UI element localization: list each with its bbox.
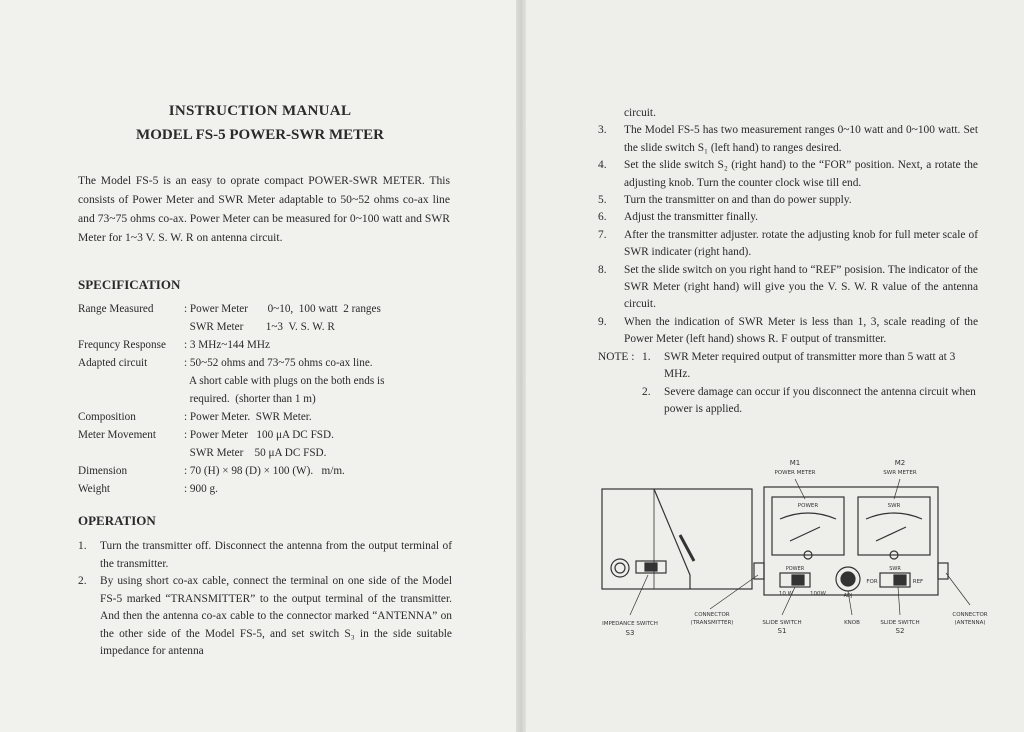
spec-row bbox=[78, 336, 458, 354]
step-number: 7. bbox=[598, 228, 607, 241]
operation-step bbox=[78, 538, 452, 573]
operation-step bbox=[598, 157, 978, 192]
step-text: The Model FS-5 has two measurement ranges 0~10 watt and 0~100 watt. Set the slide switch S₁ (left hand) to ranges desired. bbox=[624, 124, 978, 154]
impedance-connector bbox=[611, 559, 629, 577]
spec-value: SWR Meter 50 μA DC FSD. bbox=[184, 447, 327, 459]
leader-antenna bbox=[946, 573, 970, 605]
step-text: Adjust the transmitter finally. bbox=[624, 211, 759, 224]
impedance-connector-inner bbox=[615, 563, 625, 573]
step-number: 5. bbox=[598, 194, 607, 207]
note-item bbox=[598, 384, 978, 419]
leader-impedance bbox=[630, 575, 648, 615]
s1-label: S1 bbox=[777, 627, 787, 635]
spec-row bbox=[78, 444, 458, 462]
note-item bbox=[598, 349, 978, 384]
operation-step bbox=[598, 209, 978, 226]
connector-tx-sublabel: (TRANSMITTER) bbox=[690, 620, 734, 626]
s2-label: S2 bbox=[895, 627, 905, 635]
diagram-svg bbox=[590, 455, 990, 655]
step-number: 2. bbox=[78, 575, 87, 587]
m2-caption: SWR METER bbox=[883, 470, 917, 476]
step-number: 6. bbox=[598, 211, 607, 224]
m2-label: M2 bbox=[894, 459, 906, 467]
step-text: By using short co-ax cable, connect the terminal on one side of the Model FS-5 marked “TRANSMITTER” to the output terminal of the transmitter. And then the antenna co-ax cable to the connector marked “ANTENNA” on the other side of the Model FS-5, and set switch S₃ in the side suitable impedance for antenna bbox=[100, 575, 452, 657]
spec-label: Adapted circuit bbox=[78, 357, 148, 369]
spec-label: Weight bbox=[78, 483, 111, 495]
connector-ant-label: CONNECTOR bbox=[952, 612, 988, 618]
operation-step bbox=[598, 192, 978, 209]
intro-paragraph: The Model FS-5 is an easy to oprate compact POWER-SWR METER. This consists of Power Meter and SWR Meter adaptable to 50~52 ohms co-ax line and 73~75 ohms co-ax. Power Meter can be measured for 0~100 watt and SWR Meter for 1~3 V. S. W. R on antenna circuit. bbox=[78, 174, 450, 244]
front-panel-diagram bbox=[590, 455, 990, 655]
step-text: Turn the transmitter on and than do power supply. bbox=[624, 194, 852, 207]
spec-value: : 70 (H) × 98 (D) × 100 (W). m/m. bbox=[184, 465, 345, 477]
manual-title: INSTRUCTION MANUAL bbox=[168, 103, 352, 119]
spec-row bbox=[78, 372, 458, 390]
connector-ant-sublabel: (ANTENNA) bbox=[954, 620, 986, 626]
spec-row bbox=[78, 354, 458, 372]
antenna-connector bbox=[938, 563, 948, 579]
step-text: Set the slide switch S₂ (right hand) to the “FOR” position. Next, a rotate the adjusting knob. Turn the counter clock wise till end. bbox=[624, 159, 978, 189]
notes bbox=[598, 349, 978, 419]
spec-row bbox=[78, 426, 458, 444]
adjusting-knob-center bbox=[841, 572, 855, 586]
operation-step bbox=[598, 314, 978, 349]
spec-label bbox=[78, 318, 184, 336]
slide-switch-s1-label: SLIDE SWITCH bbox=[762, 620, 802, 626]
note-spacer bbox=[598, 384, 642, 419]
leader-transmitter bbox=[710, 575, 758, 609]
step-number: 1. bbox=[78, 540, 87, 552]
spec-value: required. (shorter than 1 m) bbox=[184, 393, 316, 405]
range-100w-label: 100W bbox=[810, 591, 826, 597]
step-number: 4. bbox=[598, 159, 607, 172]
continuation-text: circuit. bbox=[624, 107, 656, 119]
side-view-box bbox=[602, 489, 752, 589]
spec-label: Frequncy Response bbox=[78, 339, 166, 351]
specification-heading: SPECIFICATION bbox=[78, 277, 181, 292]
operation-step bbox=[598, 122, 978, 157]
spec-label: Composition bbox=[78, 411, 136, 423]
spec-value: : Power Meter. SWR Meter. bbox=[184, 411, 312, 423]
spec-row bbox=[78, 318, 458, 336]
step-text: Turn the transmitter off. Disconnect the antenna from the output terminal of the transmitter. bbox=[100, 540, 452, 570]
right-steps bbox=[598, 122, 978, 348]
m1-caption: POWER METER bbox=[774, 470, 816, 476]
operation-step bbox=[78, 573, 452, 661]
operation-steps bbox=[78, 538, 452, 661]
leader-m2 bbox=[894, 479, 900, 499]
m1-label: M1 bbox=[789, 459, 801, 467]
ref-label: REF bbox=[912, 579, 924, 585]
step-text: After the transmitter adjuster. rotate the adjusting knob for full meter scale of SWR indicater (right hand). bbox=[624, 228, 978, 259]
spec-label: Dimension bbox=[78, 465, 128, 477]
note-text: Severe damage can occur if you disconnect the antenna circuit when power is applied. bbox=[664, 385, 976, 415]
knob-label: KNOB bbox=[844, 620, 860, 626]
step-number: 3. bbox=[598, 124, 607, 137]
operation-heading: OPERATION bbox=[78, 513, 156, 528]
leader-m1 bbox=[795, 479, 805, 499]
model-title: MODEL FS-5 POWER-SWR METER bbox=[136, 127, 384, 143]
spec-value: A short cable with plugs on the both ends is bbox=[184, 375, 385, 387]
spec-value: : 3 MHz~144 MHz bbox=[184, 339, 270, 351]
spec-label: Range Measured bbox=[78, 303, 154, 315]
spec-value: : 50~52 ohms and 73~75 ohms co-ax line. bbox=[184, 357, 373, 369]
spec-label bbox=[78, 390, 184, 408]
step-text: Set the slide switch on you right hand to “REF” posision. The indicator of the SWR Meter (right hand) will give you the V. S. W. R value of the antenna circuit. bbox=[624, 263, 978, 311]
slide-switch-s2-slider bbox=[894, 575, 906, 585]
step-number: 9. bbox=[598, 315, 607, 328]
operation-step bbox=[598, 227, 978, 262]
step-number: 8. bbox=[598, 263, 607, 276]
power-meter-face-label: POWER bbox=[797, 503, 819, 509]
leader-s2 bbox=[898, 587, 900, 615]
adj-label: ADJ bbox=[843, 593, 853, 599]
s3-label: S3 bbox=[625, 629, 635, 637]
panel-swr-label: SWR bbox=[889, 566, 901, 572]
spec-row bbox=[78, 462, 458, 480]
spec-value: : Power Meter 0~10, 100 watt 2 ranges bbox=[184, 303, 381, 315]
note-text: SWR Meter required output of transmitter more than 5 watt at 3 MHz. bbox=[664, 350, 956, 381]
impedance-switch-label: IMPEDANCE SWITCH bbox=[602, 621, 658, 627]
for-label: FOR bbox=[866, 579, 878, 585]
panel-power-label: POWER bbox=[785, 566, 805, 572]
spec-row bbox=[78, 408, 458, 426]
spec-row bbox=[78, 390, 458, 408]
connector-tx-label: CONNECTOR bbox=[694, 612, 730, 618]
range-10w-label: 10 W bbox=[778, 591, 794, 597]
spec-label bbox=[78, 444, 184, 462]
spec-label bbox=[78, 372, 184, 390]
step-text: When the indication of SWR Meter is less than 1, 3, scale reading of the Power Meter (left hand) shows R. F output of transmitter. bbox=[624, 315, 978, 346]
operation-step bbox=[598, 262, 978, 314]
right-column-text bbox=[598, 105, 978, 418]
note-number: 2. bbox=[642, 385, 651, 398]
slide-switch-s2-label: SLIDE SWITCH bbox=[880, 620, 920, 626]
spec-row bbox=[78, 300, 458, 318]
power-meter-needle bbox=[790, 527, 820, 541]
spec-label: Meter Movement bbox=[78, 429, 156, 441]
swr-meter-scale bbox=[866, 513, 922, 519]
swr-meter-face-label: SWR bbox=[887, 503, 901, 509]
swr-meter-needle bbox=[876, 527, 906, 541]
note-label: NOTE : bbox=[598, 350, 635, 363]
spec-row bbox=[78, 480, 458, 498]
power-meter-scale bbox=[780, 513, 836, 519]
note-number: 1. bbox=[642, 350, 651, 363]
specification-table bbox=[78, 300, 458, 498]
slide-switch-s1-slider bbox=[792, 575, 804, 585]
spec-value: : Power Meter 100 μA DC FSD. bbox=[184, 429, 334, 441]
impedance-switch-slider bbox=[645, 563, 657, 571]
spec-value: : 900 g. bbox=[184, 483, 218, 495]
spec-value: SWR Meter 1~3 V. S. W. R bbox=[184, 321, 335, 333]
side-view-slope bbox=[654, 489, 690, 589]
